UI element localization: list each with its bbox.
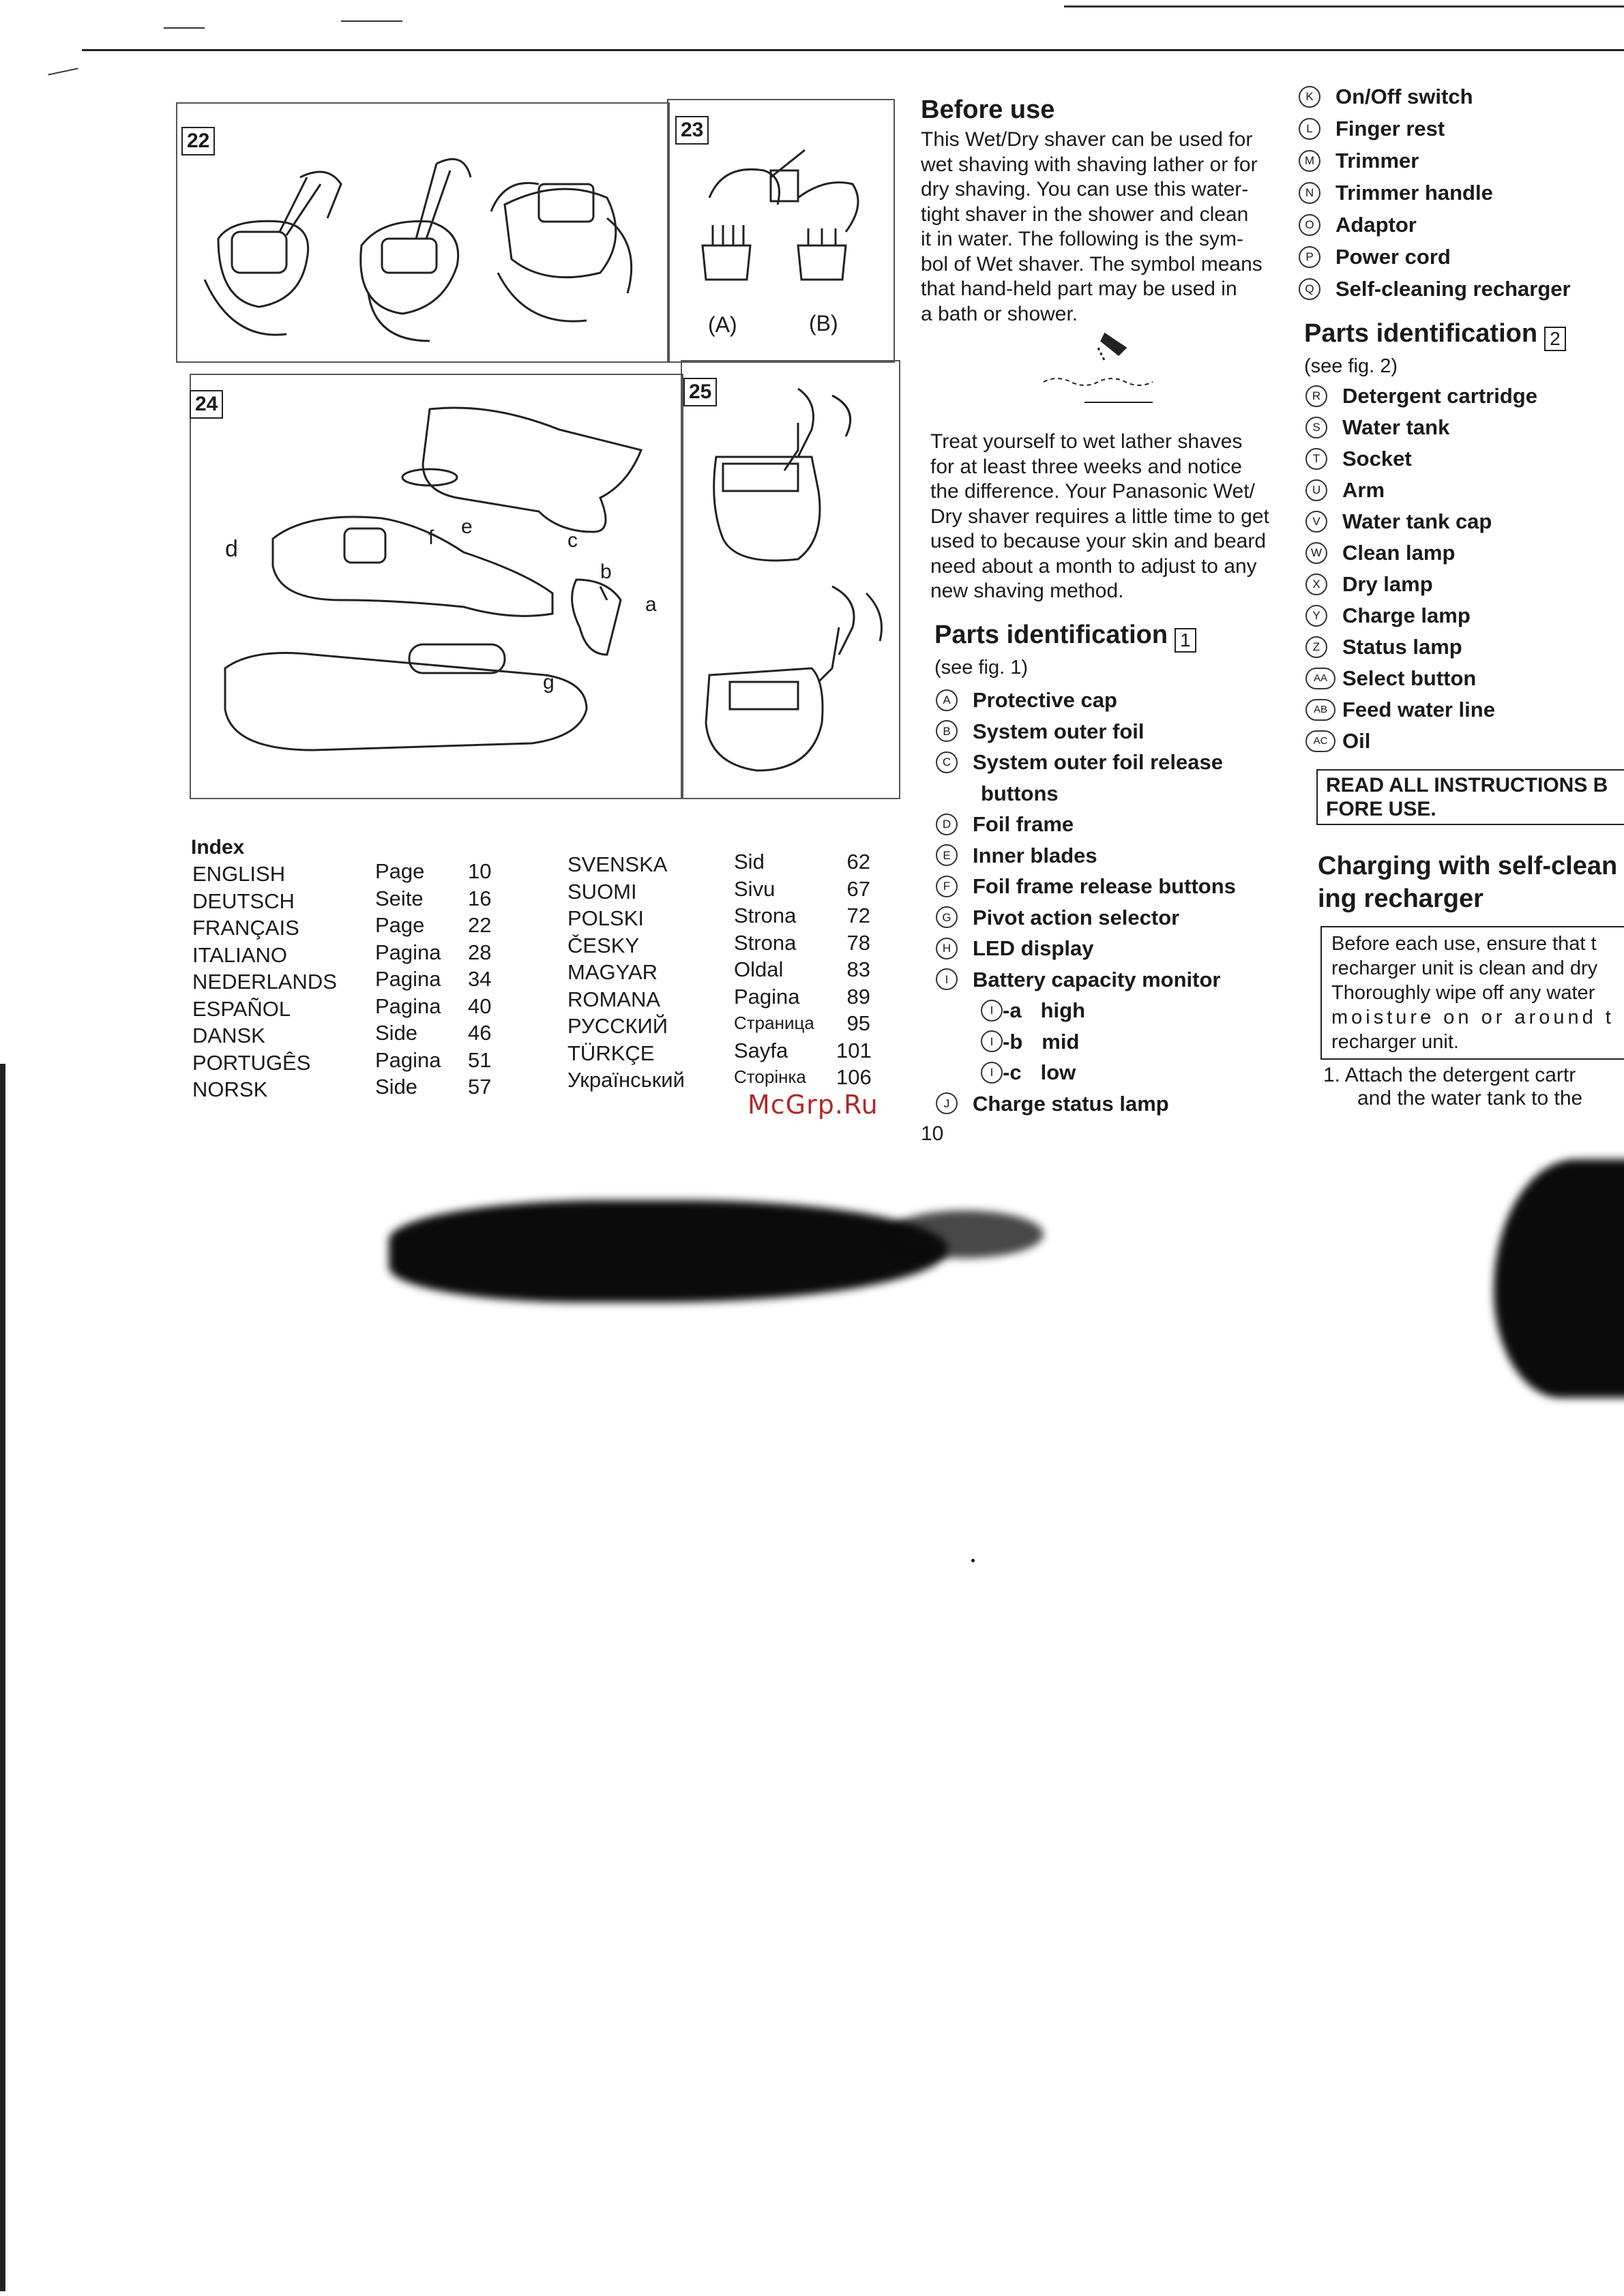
charging-heading	[1318, 850, 1617, 915]
index-lang: NEDERLANDS	[192, 970, 337, 994]
part-suffix: -a	[1003, 998, 1022, 1022]
circled-letter-icon: W	[1305, 542, 1327, 564]
index-page: 16	[468, 886, 492, 910]
index-word: Страница	[734, 1013, 814, 1033]
part-label: Feed water line	[1342, 698, 1495, 721]
before-use-paragraph-1	[921, 128, 1275, 327]
circled-letter-icon: G	[936, 906, 958, 928]
index-word: Pagina	[375, 1047, 441, 1072]
parts2-fig-box: 2	[1544, 327, 1566, 351]
scan-mark-left	[48, 68, 78, 75]
circled-letter-icon: K	[1299, 86, 1320, 108]
part-item-p	[1299, 241, 1571, 273]
figure-24-letter-e: e	[461, 516, 473, 538]
charging-title-line: Charging with self-clean	[1318, 852, 1618, 880]
part-label: Inner blades	[973, 843, 1097, 867]
figure-24-letter-d: d	[225, 536, 238, 562]
part-label: Clean lamp	[1342, 541, 1456, 565]
step-line: and the water tank to the	[1357, 1087, 1583, 1109]
parts1-fig-box: 1	[1175, 628, 1196, 653]
part-label: System outer foil	[973, 719, 1145, 743]
parts1-item-d	[936, 809, 1236, 840]
part-label: Power cord	[1335, 245, 1451, 269]
part-label: Detergent cartridge	[1342, 384, 1537, 408]
part-label: Arm	[1342, 478, 1385, 502]
index-lang: SVENSKA	[567, 852, 668, 876]
parts2-item-u	[1305, 475, 1537, 506]
part-label: Trimmer	[1335, 149, 1419, 173]
part-label: System outer foil release	[973, 750, 1223, 774]
circled-letter-icon: P	[1299, 246, 1320, 268]
index-word: Pagina	[375, 967, 441, 991]
index-lang: PORTUGÊS	[192, 1050, 311, 1075]
text-line: it in water. The following is the sym-	[921, 228, 1243, 250]
read-all-instructions-box	[1316, 769, 1624, 825]
index-lang: DANSK	[192, 1024, 265, 1047]
text-line: wet shaving with shaving lather or for	[921, 153, 1258, 176]
circled-letter-icon: Y	[1305, 605, 1327, 627]
scan-line-top	[82, 49, 1624, 51]
text-line: This Wet/Dry shaver can be used for	[921, 128, 1253, 151]
text-line: a bath or shower.	[921, 302, 1078, 325]
figure-25-illustration	[696, 382, 894, 784]
index-word: Page	[375, 913, 425, 937]
part-item-m	[1299, 145, 1571, 177]
watermark-text: McGrp.Ru	[748, 1090, 879, 1120]
before-use-paragraph-2	[930, 430, 1285, 604]
text-line: need about a month to adjust to any	[930, 554, 1257, 578]
circled-letter-icon: I	[981, 1030, 1003, 1052]
part-label: Oil	[1342, 729, 1371, 753]
part-label: Battery capacity monitor	[973, 967, 1221, 992]
circled-letter-icon: V	[1305, 511, 1327, 533]
part-label: Foil frame	[973, 812, 1074, 836]
circled-letter-icon: N	[1299, 182, 1320, 204]
part-suffix: -c	[1003, 1060, 1022, 1084]
parts1-item-g	[936, 902, 1236, 934]
figure-23-label-a: (A)	[708, 312, 737, 337]
figure-24-letter-g: g	[543, 671, 555, 694]
index-lang: DEUTSCH	[192, 889, 295, 913]
parts-k-list	[1299, 80, 1571, 305]
index-word: Oldal	[734, 957, 784, 981]
index-lang: ČESKY	[567, 933, 640, 957]
scan-left-edge	[0, 1064, 5, 2291]
index-page: 51	[468, 1047, 492, 1072]
figure-24-letter-c: c	[567, 529, 578, 552]
index-left-lang-col	[192, 861, 337, 1103]
index-page: 106	[836, 1065, 872, 1089]
parts-identification-1-heading	[934, 621, 1196, 679]
scan-line-short-2	[341, 20, 402, 22]
parts1-list	[936, 685, 1236, 1119]
circled-letter-icon: AB	[1305, 699, 1335, 721]
index-page: 34	[468, 967, 492, 991]
part-label: high	[1040, 998, 1085, 1022]
parts1-item-b	[936, 716, 1236, 747]
index-lang: FRANÇAIS	[192, 916, 299, 940]
part-item-l	[1299, 113, 1571, 145]
index-word: Sid	[734, 850, 765, 874]
index-page: 72	[846, 904, 870, 927]
figure-22-number: 22	[181, 127, 215, 155]
charging-title-line: ing recharger	[1318, 884, 1483, 913]
circled-letter-icon: T	[1305, 448, 1327, 470]
index-word: Page	[375, 859, 425, 883]
text-line: Dry shaver requires a little time to get	[930, 505, 1269, 528]
index-word: Sivu	[734, 876, 776, 901]
index-lang: ENGLISH	[192, 862, 286, 886]
part-suffix: -b	[1003, 1029, 1023, 1054]
part-label: Socket	[1342, 447, 1412, 471]
index-lang: ITALIANO	[192, 942, 287, 967]
parts1-see-fig: (see fig. 1)	[934, 656, 1028, 679]
parts2-item-aa	[1305, 663, 1537, 694]
circled-letter-icon: R	[1305, 385, 1327, 407]
index-left-word-col	[375, 858, 441, 1101]
circled-letter-icon: C	[936, 751, 958, 773]
circled-letter-icon: Q	[1299, 278, 1320, 300]
part-label: Foil frame release buttons	[973, 874, 1236, 898]
parts2-item-ab	[1305, 694, 1537, 726]
index-lang: ESPAÑOL	[192, 996, 291, 1021]
circled-letter-icon: S	[1305, 417, 1327, 438]
circled-letter-icon: E	[936, 844, 958, 866]
index-page: 78	[846, 930, 870, 955]
index-title: Index	[191, 836, 245, 859]
parts1-item-j	[936, 1088, 1236, 1120]
step-line: 1. Attach the detergent cartr	[1323, 1064, 1576, 1086]
circled-letter-icon: D	[936, 814, 958, 835]
index-lang: MAGYAR	[567, 960, 658, 984]
parts2-list	[1305, 381, 1537, 757]
index-word: Strona	[734, 904, 797, 927]
parts2-item-ac	[1305, 726, 1537, 757]
index-right-lang-col	[567, 851, 685, 1094]
circled-letter-icon: AC	[1305, 730, 1335, 752]
text-line: dry shaving. You can use this water-	[921, 178, 1249, 200]
circled-letter-icon: O	[1299, 214, 1320, 236]
parts2-title: Parts identification	[1304, 319, 1538, 348]
index-word: Сторінка	[734, 1067, 806, 1087]
figure-24-letter-a: a	[645, 593, 657, 616]
parts1-subitem-ia	[936, 995, 1236, 1026]
part-label: Self-cleaning recharger	[1335, 277, 1571, 301]
parts-identification-2-heading	[1304, 319, 1566, 378]
part-label: Dry lamp	[1342, 572, 1433, 596]
index-page: 46	[468, 1021, 492, 1045]
note-line: recharger unit.	[1331, 1031, 1459, 1053]
figure-24-letter-b: b	[600, 561, 612, 583]
part-label: Status lamp	[1342, 635, 1462, 659]
part-label: LED display	[973, 936, 1094, 960]
text-line: for at least three weeks and notice	[930, 455, 1242, 478]
page-number: 10	[921, 1122, 944, 1145]
part-label: Select button	[1342, 666, 1477, 690]
circled-letter-icon: I	[981, 1062, 1003, 1084]
figure-24-number: 24	[190, 390, 223, 419]
index-word: Strona	[734, 930, 797, 955]
part-label: Finger rest	[1335, 117, 1445, 140]
index-lang: POLSKI	[567, 906, 644, 930]
parts2-see-fig: (see fig. 2)	[1304, 355, 1398, 377]
index-word: Pagina	[375, 940, 441, 964]
circled-letter-icon: X	[1305, 573, 1327, 595]
index-word: Side	[375, 1021, 418, 1045]
text-line: that hand-held part may be used in	[921, 278, 1237, 300]
index-page: 57	[468, 1075, 492, 1099]
scan-dot	[971, 1559, 975, 1562]
part-label: Pivot action selector	[973, 905, 1180, 929]
figure-22-illustration	[205, 136, 655, 341]
part-label: Water tank	[1342, 415, 1450, 439]
part-label: Charge status lamp	[973, 1091, 1169, 1116]
scan-blot-mid	[887, 1210, 1044, 1258]
index-right-page-col	[836, 848, 870, 1091]
charging-step-1	[1323, 1064, 1582, 1110]
note-line: Thoroughly wipe off any water	[1331, 982, 1595, 1004]
part-item-q	[1299, 273, 1571, 305]
scan-blot-right	[1494, 1159, 1624, 1398]
index-word: Pagina	[375, 994, 441, 1018]
part-label: buttons	[981, 781, 1059, 805]
index-page: 83	[846, 957, 870, 981]
part-label: Protective cap	[973, 688, 1117, 712]
parts1-item-f	[936, 871, 1236, 902]
part-label: low	[1040, 1060, 1076, 1084]
parts1-title: Parts identification	[934, 621, 1168, 649]
figure-23-label-b: (B)	[809, 311, 838, 336]
note-line: moisture on or around t	[1331, 1007, 1614, 1028]
index-word: Seite	[375, 886, 424, 910]
parts1-item-e	[936, 840, 1236, 871]
index-page: 89	[846, 984, 870, 1009]
wet-shaver-symbol-icon	[1037, 327, 1166, 409]
before-use-title: Before use	[921, 95, 1055, 124]
parts1-item-i	[936, 964, 1236, 996]
parts2-item-z	[1305, 631, 1537, 663]
part-item-k	[1299, 80, 1571, 113]
text-line: used to because your skin and beard	[930, 530, 1266, 552]
scan-line-top-2	[1064, 5, 1624, 8]
circled-letter-icon: A	[936, 689, 958, 711]
scan-line-short	[164, 27, 205, 29]
text-line: tight shaver in the shower and clean	[921, 203, 1249, 226]
parts2-item-x	[1305, 569, 1537, 600]
part-label: On/Off switch	[1335, 85, 1473, 108]
index-lang: NORSK	[192, 1077, 268, 1101]
index-page: 101	[836, 1038, 872, 1062]
index-right-word-col	[734, 848, 814, 1091]
parts1-item-a	[936, 685, 1236, 716]
index-page: 28	[468, 940, 492, 964]
note-line: Before each use, ensure that t	[1331, 933, 1597, 955]
part-label: mid	[1042, 1029, 1080, 1054]
note-line: recharger unit is clean and dry	[1331, 957, 1598, 979]
circled-letter-icon: F	[936, 876, 958, 897]
read-all-line: READ ALL INSTRUCTIONS B	[1326, 774, 1608, 796]
scan-blot-left	[389, 1200, 948, 1302]
text-line: the difference. Your Panasonic Wet/	[930, 480, 1255, 503]
before-use-section	[921, 95, 1275, 327]
circled-letter-icon: AA	[1305, 668, 1335, 689]
parts2-item-y	[1305, 600, 1537, 631]
parts1-item-c	[936, 747, 1236, 778]
circled-letter-icon: Z	[1305, 636, 1327, 658]
part-item-o	[1299, 209, 1571, 241]
index-word: Pagina	[734, 984, 800, 1009]
parts2-item-s	[1305, 412, 1537, 443]
part-label: Charge lamp	[1342, 603, 1471, 627]
index-page: 95	[846, 1011, 870, 1035]
circled-letter-icon: I	[936, 968, 958, 990]
circled-letter-icon: H	[936, 938, 958, 959]
parts2-item-t	[1305, 443, 1537, 475]
part-label: Adaptor	[1335, 213, 1417, 237]
index-page: 40	[468, 994, 492, 1018]
text-line: bol of Wet shaver. The symbol means	[921, 252, 1263, 275]
text-line: Treat yourself to wet lather shaves	[930, 430, 1243, 453]
figure-24-letter-f: f	[428, 526, 434, 549]
part-item-n	[1299, 177, 1571, 209]
read-all-line: FORE USE.	[1326, 798, 1436, 820]
circled-letter-icon: B	[936, 720, 958, 742]
index-lang: TÜRKÇE	[567, 1041, 655, 1065]
circled-letter-icon: L	[1299, 118, 1320, 140]
figure-23-number: 23	[675, 116, 709, 145]
index-page: 10	[468, 859, 492, 883]
parts2-item-r	[1305, 381, 1537, 412]
text-line: new shaving method.	[930, 580, 1124, 602]
index-lang: ROMANA	[567, 987, 661, 1011]
index-lang: Український	[567, 1068, 685, 1092]
figure-24-illustration	[205, 396, 675, 784]
charging-note-box	[1320, 926, 1624, 1060]
index-left-page-col	[468, 858, 491, 1101]
part-label: Water tank cap	[1342, 509, 1492, 533]
circled-letter-icon: J	[936, 1092, 958, 1114]
index-word: Sayfa	[734, 1038, 788, 1062]
parts1-subitem-ib	[936, 1026, 1236, 1058]
index-page: 67	[846, 876, 870, 901]
index-word: Side	[375, 1075, 418, 1099]
figure-25-number: 25	[683, 378, 717, 406]
index-page: 62	[846, 850, 870, 874]
circled-letter-icon: M	[1299, 150, 1320, 172]
parts2-item-v	[1305, 506, 1537, 537]
circled-letter-icon: I	[981, 1000, 1003, 1022]
index-lang: РУССКИЙ	[567, 1014, 668, 1038]
figure-23-illustration	[682, 136, 880, 314]
circled-letter-icon: U	[1305, 479, 1327, 501]
parts1-item-h	[936, 933, 1236, 964]
index-page: 22	[468, 913, 492, 937]
index-lang: SUOMI	[567, 879, 637, 904]
parts1-item-c-cont	[936, 778, 1236, 809]
parts1-subitem-ic	[936, 1057, 1236, 1088]
parts2-item-w	[1305, 537, 1537, 569]
part-label: Trimmer handle	[1335, 181, 1493, 205]
